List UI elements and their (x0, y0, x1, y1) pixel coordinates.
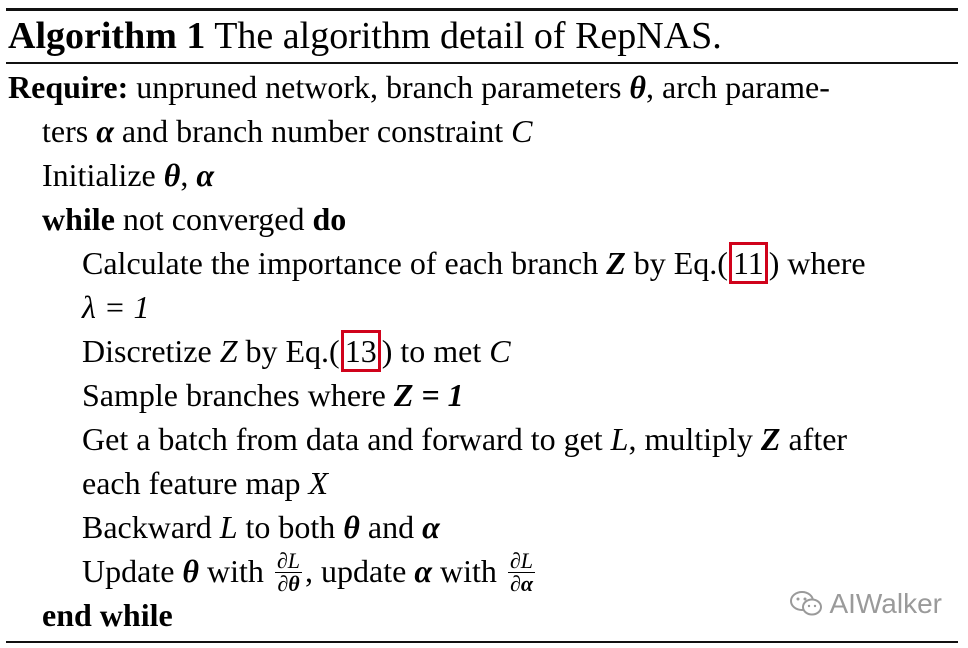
math-lambda: λ = 1 (82, 289, 150, 325)
do-keyword: do (312, 201, 347, 237)
update-line (82, 548, 538, 597)
require-line-cont (42, 111, 532, 151)
math-L: L (219, 509, 238, 545)
end-while-line (42, 595, 173, 635)
require-keyword: Require: (8, 69, 129, 105)
text: ) to met (381, 333, 490, 369)
text: Get a batch from data and forward to get (82, 421, 611, 457)
math-theta: θ (163, 157, 181, 193)
fraction-numerator: ∂L (276, 548, 301, 574)
algorithm-caption (8, 14, 722, 58)
math-X: X (308, 465, 329, 501)
text: unpruned network, branch parameters (128, 69, 630, 105)
text: Initialize (42, 157, 164, 193)
algorithm-title: The algorithm detail of RepNAS. (205, 15, 722, 57)
math-C: C (511, 113, 533, 149)
end-while-keyword: end while (42, 597, 173, 633)
bottom-rule (6, 641, 958, 643)
partial-symbol: ∂ (509, 571, 521, 597)
backward-line (82, 507, 440, 547)
text: , update (305, 553, 415, 589)
math-Z: Z (219, 333, 238, 369)
math-Z: Z (760, 421, 781, 457)
text: , multiply (628, 421, 761, 457)
feature-map-line (82, 463, 328, 503)
text: to both (237, 509, 344, 545)
forward-line (82, 419, 847, 459)
text: , (180, 157, 197, 193)
fraction-denominator (275, 573, 302, 595)
text: Backward (82, 509, 220, 545)
caption-rule (6, 62, 958, 64)
wechat-icon (789, 590, 823, 618)
fraction-denominator (508, 573, 535, 595)
math-theta: θ (343, 509, 360, 545)
watermark-text: AIWalker (829, 588, 942, 619)
while-line (42, 199, 346, 239)
while-keyword: while (42, 201, 115, 237)
watermark (789, 588, 942, 620)
sample-line (82, 375, 464, 415)
equation-ref-link[interactable]: 11 (729, 242, 768, 284)
top-rule (6, 8, 958, 11)
text: by Eq.( (237, 333, 340, 369)
math-theta: θ (288, 571, 300, 597)
math-theta: θ (182, 553, 200, 589)
text: Discretize (82, 333, 220, 369)
text: , arch parame- (646, 69, 830, 105)
fraction-dL-dalpha (508, 550, 535, 595)
text: Sample branches where (82, 377, 394, 413)
text: each feature map (82, 465, 309, 501)
text: ters (42, 113, 97, 149)
fraction-dL-dtheta (275, 550, 302, 595)
math-alpha: α (414, 553, 433, 589)
math-C: C (489, 333, 511, 369)
text: and (359, 509, 423, 545)
algorithm-label: Algorithm 1 (8, 15, 206, 57)
text: with (432, 553, 505, 589)
partial-symbol: ∂ (277, 571, 289, 597)
fraction-numerator: ∂L (509, 548, 534, 574)
text: ) where (768, 245, 866, 281)
text: by Eq.( (625, 245, 728, 281)
math-alpha: α (520, 571, 533, 597)
math-L: L (610, 421, 629, 457)
initialize-line (42, 155, 214, 195)
text: Calculate the importance of each branch (82, 245, 607, 281)
math-theta: θ (629, 69, 647, 105)
math-alpha: α (96, 113, 114, 149)
lambda-line (82, 287, 149, 327)
discretize-line (82, 331, 511, 371)
text: not converged (114, 201, 313, 237)
require-line (8, 67, 830, 107)
text: after (780, 421, 848, 457)
text: and branch number constraint (113, 113, 512, 149)
text: Update (82, 553, 183, 589)
math-Z-eq-1: Z = 1 (393, 377, 464, 413)
calculate-line (82, 243, 866, 283)
math-alpha: α (196, 157, 215, 193)
text: with (199, 553, 272, 589)
equation-ref-link[interactable]: 13 (341, 330, 381, 372)
math-alpha: α (422, 509, 440, 545)
math-Z: Z (606, 245, 626, 281)
